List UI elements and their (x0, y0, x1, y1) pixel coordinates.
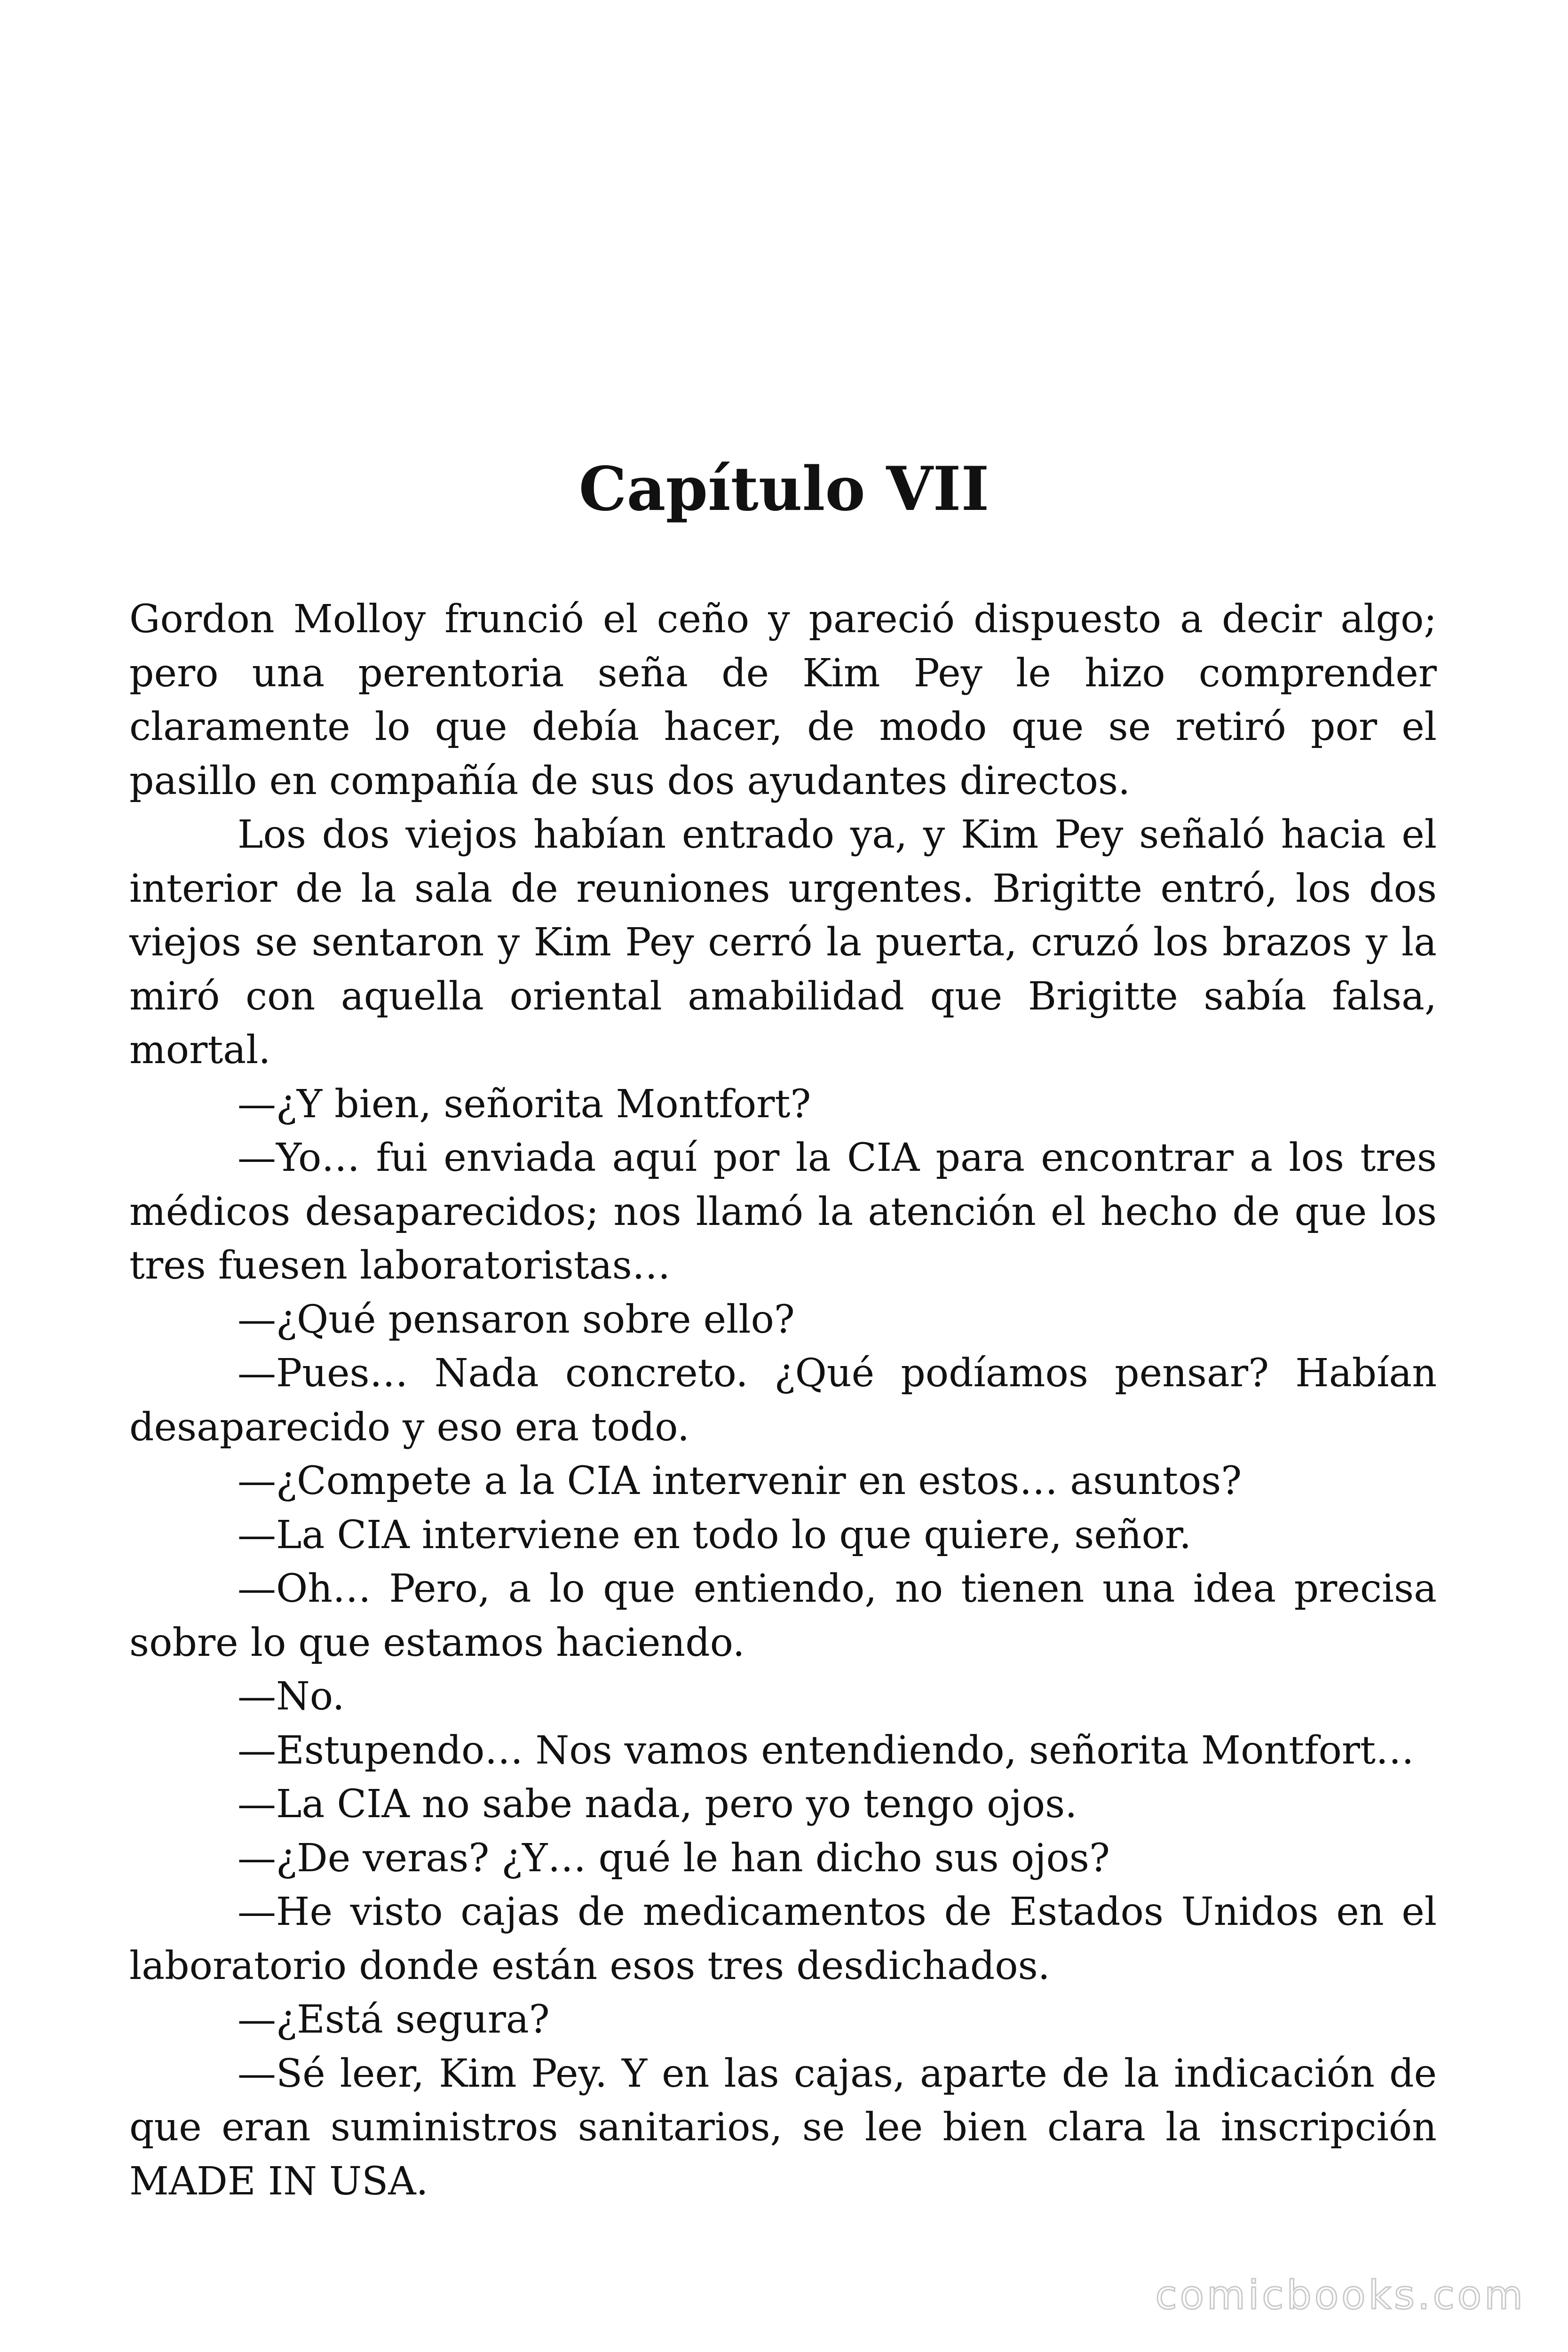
dialogue-line: —No. (238, 1674, 345, 1719)
dialogue-line: —¿Está segura? (238, 1997, 550, 2042)
dialogue-line: —Pues… Nada concreto. ¿Qué podíamos pensar? Habían desaparecido y eso era todo. (129, 1351, 1437, 1450)
watermark: comicbooks.com (1155, 2272, 1526, 2318)
dialogue-line: —He visto cajas de medicamentos de Estados Unidos en el laboratorio donde están esos tres desdichados. (129, 1890, 1437, 1988)
dialogue-line: —Sé leer, Kim Pey. Y en las cajas, aparte de la indicación de que eran suministros sanitarios, se lee bien clara la inscripción MADE IN USA. (129, 2051, 1437, 2204)
dialogue-line: —La CIA interviene en todo lo que quiere, señor. (238, 1512, 1192, 1557)
dialogue-line: —¿Qué pensaron sobre ello? (238, 1297, 795, 1342)
dialogue-line: —Oh… Pero, a lo que entiendo, no tienen una idea precisa sobre lo que estamos haciendo. (129, 1566, 1437, 1665)
paragraph: Los dos viejos habían entrado ya, y Kim Pey señaló hacia el interior de la sala de reuniones urgentes. Brigitte entró, los dos viejos se sentaron y Kim Pey cerró la puerta, cruzó los brazos y la miró con aquella oriental amabilidad que Brigitte sabía falsa, mortal. (129, 812, 1437, 1073)
dialogue-line: —Estupendo… Nos vamos entendiendo, señorita Montfort… (238, 1728, 1414, 1773)
dialogue-line: —Yo… fui enviada aquí por la CIA para encontrar a los tres médicos desaparecidos; nos llamó la atención el hecho de que los tres fuesen laboratoristas… (129, 1136, 1437, 1288)
dialogue-line: —¿Y bien, señorita Montfort? (238, 1081, 811, 1127)
chapter-body (129, 593, 1437, 2209)
dialogue-line: —¿De veras? ¿Y… qué le han dicho sus ojos? (238, 1836, 1110, 1881)
paragraph: Gordon Molloy frunció el ceño y pareció dispuesto a decir algo; pero una perentoria seña de Kim Pey le hizo comprender claramente lo que debía hacer, de modo que se retiró por el pasillo en compañía de sus dos ayudantes directos. (129, 597, 1437, 803)
chapter-title: Capítulo VII (578, 454, 990, 524)
dialogue-line: —¿Compete a la CIA intervenir en estos… asuntos? (238, 1459, 1242, 1503)
dialogue-line: —La CIA no sabe nada, pero yo tengo ojos. (238, 1782, 1077, 1827)
